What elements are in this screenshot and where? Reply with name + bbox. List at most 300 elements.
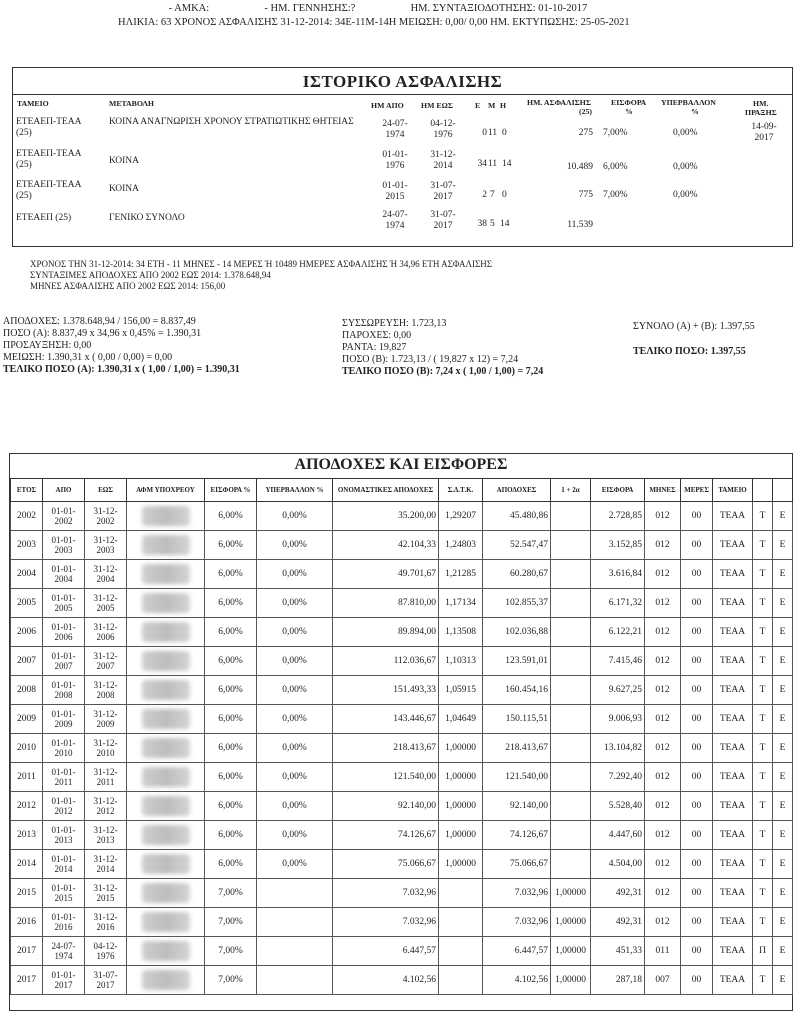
earnings-cell-contrib-pct: 6,00% [205, 560, 257, 589]
earnings-cell-fund: ΤΕΑΑ [713, 618, 753, 647]
earnings-cell-to: 04-12-1976 [85, 937, 127, 966]
earnings-cell-fund: ΤΕΑΑ [713, 705, 753, 734]
earnings-cell-to: 31-12-2016 [85, 908, 127, 937]
earnings-cell-excess-pct: 0,00% [257, 763, 333, 792]
hist-row-years: 38 [477, 219, 487, 229]
earnings-cell-contrib-pct: 7,00% [205, 879, 257, 908]
earnings-cell-sdtk [439, 908, 483, 937]
earnings-cell-to: 31-12-2006 [85, 618, 127, 647]
earnings-header-days: ΜΕΡΕΣ [681, 479, 713, 502]
earnings-cell-from: 24-07-1974 [43, 937, 85, 966]
hist-row-fund: ΕΤΕΑΕΠ-ΤΕΑΑ (25) [16, 180, 81, 201]
earnings-cell-nominal-earnings: 112.036,67 [333, 647, 439, 676]
earnings-cell-months: 012 [645, 879, 681, 908]
hist-row-to: 31-12-2014 [430, 150, 456, 171]
earnings-cell-year: 2003 [11, 531, 43, 560]
earnings-cell-type-2: Ε [773, 531, 793, 560]
earnings-cell-contribution: 287,18 [591, 966, 645, 995]
hist-header-change: ΜΕΤΑΒΟΛΗ [109, 99, 154, 108]
hist-row-action-date: 14-09-2017 [751, 122, 777, 143]
earnings-cell-type-2: Ε [773, 647, 793, 676]
earnings-cell-year: 2011 [11, 763, 43, 792]
earnings-cell-fund: ΤΕΑΑ [713, 531, 753, 560]
earnings-cell-year: 2017 [11, 966, 43, 995]
earnings-cell-days: 00 [681, 937, 713, 966]
earnings-cell-type-1: Τ [753, 734, 773, 763]
hist-header-excess: ΥΠΕΡΒΑΛΛΟΝ [661, 98, 716, 107]
earnings-cell-one-plus-2a: 1,00000 [551, 966, 591, 995]
table-row [11, 879, 793, 908]
hist-row-ins-days: 275 [578, 128, 593, 138]
earnings-cell-year: 2005 [11, 589, 43, 618]
earnings-cell-excess-pct: 0,00% [257, 705, 333, 734]
earnings-cell-months: 012 [645, 589, 681, 618]
earnings-cell-type-2: Ε [773, 676, 793, 705]
calc-b-line-1: ΣΥΣΣΩΡΕΥΣΗ: 1.723,13 [342, 318, 447, 329]
header-line-1 [150, 3, 587, 14]
table-row [11, 502, 793, 531]
redacted-afm [142, 535, 190, 555]
earnings-cell-year: 2012 [11, 792, 43, 821]
earnings-cell-days: 00 [681, 618, 713, 647]
earnings-cell-contribution: 2.728,85 [591, 502, 645, 531]
hist-row-to: 31-07-2017 [430, 181, 456, 202]
earnings-cell-type-1: Τ [753, 763, 773, 792]
earnings-cell-type-2: Ε [773, 618, 793, 647]
history-title: ΙΣΤΟΡΙΚΟ ΑΣΦΑΛΙΣΗΣ [302, 72, 503, 91]
earnings-cell-excess-pct: 0,00% [257, 589, 333, 618]
table-row [11, 705, 793, 734]
earnings-cell-employer-afm [127, 792, 205, 821]
redacted-afm [142, 506, 190, 526]
earnings-cell-from: 01-01-2017 [43, 966, 85, 995]
earnings-header-employer-afm: ΑΦΜ ΥΠΟΧΡΕΟΥ [127, 479, 205, 502]
earnings-cell-nominal-earnings: 87.810,00 [333, 589, 439, 618]
hist-row-years: 34 [477, 159, 487, 169]
earnings-cell-sdtk: 1,00000 [439, 763, 483, 792]
earnings-cell-fund: ΤΕΑΑ [713, 763, 753, 792]
earnings-cell-days: 00 [681, 647, 713, 676]
earnings-cell-one-plus-2a [551, 676, 591, 705]
table-row [11, 792, 793, 821]
earnings-header-type-1 [753, 479, 773, 502]
earnings-header-sdtk: Σ.Δ.Τ.Κ. [439, 479, 483, 502]
earnings-cell-fund: ΤΕΑΑ [713, 966, 753, 995]
earnings-cell-months: 011 [645, 937, 681, 966]
earnings-cell-contrib-pct: 6,00% [205, 792, 257, 821]
earnings-cell-year: 2009 [11, 705, 43, 734]
earnings-cell-year: 2015 [11, 879, 43, 908]
earnings-cell-nominal-earnings: 121.540,00 [333, 763, 439, 792]
earnings-cell-type-2: Ε [773, 734, 793, 763]
earnings-cell-employer-afm [127, 879, 205, 908]
hist-header-fund: ΤΑΜΕΙΟ [17, 99, 49, 108]
earnings-cell-excess-pct: 0,00% [257, 734, 333, 763]
earnings-cell-earnings: 102.036,88 [483, 618, 551, 647]
earnings-cell-earnings: 160.454,16 [483, 676, 551, 705]
hist-row-months: 11 [488, 159, 498, 169]
calc-b-final: ΤΕΛΙΚΟ ΠΟΣΟ (Β): 7,24 x ( 1,00 / 1,00) = 7,24 [342, 366, 544, 377]
hist-row-change: ΚΟΙΝΑ [109, 184, 139, 194]
earnings-cell-days: 00 [681, 589, 713, 618]
earnings-cell-days: 00 [681, 908, 713, 937]
earnings-cell-one-plus-2a [551, 705, 591, 734]
earnings-cell-contrib-pct: 7,00% [205, 908, 257, 937]
earnings-cell-contribution: 6.171,32 [591, 589, 645, 618]
earnings-cell-sdtk [439, 937, 483, 966]
hist-row-excess: 0,00% [673, 128, 698, 138]
earnings-cell-contrib-pct: 6,00% [205, 676, 257, 705]
earnings-cell-employer-afm [127, 502, 205, 531]
earnings-cell-year: 2006 [11, 618, 43, 647]
hist-row-days: 14 [502, 159, 512, 169]
earnings-cell-year: 2010 [11, 734, 43, 763]
calc-b-line-2: ΠΑΡΟΧΕΣ: 0,00 [342, 330, 412, 341]
earnings-cell-nominal-earnings: 92.140,00 [333, 792, 439, 821]
earnings-cell-months: 012 [645, 618, 681, 647]
earnings-cell-earnings: 60.280,67 [483, 560, 551, 589]
earnings-cell-employer-afm [127, 763, 205, 792]
earnings-cell-days: 00 [681, 850, 713, 879]
hist-row-from: 01-01-2015 [382, 181, 408, 202]
earnings-cell-nominal-earnings: 75.066,67 [333, 850, 439, 879]
earnings-cell-employer-afm [127, 589, 205, 618]
earnings-cell-year: 2002 [11, 502, 43, 531]
earnings-cell-nominal-earnings: 89.894,00 [333, 618, 439, 647]
earnings-cell-sdtk: 1,05915 [439, 676, 483, 705]
earnings-cell-one-plus-2a [551, 734, 591, 763]
earnings-cell-fund: ΤΕΑΑ [713, 908, 753, 937]
earnings-cell-contrib-pct: 6,00% [205, 647, 257, 676]
earnings-cell-from: 01-01-2015 [43, 879, 85, 908]
earnings-cell-nominal-earnings: 74.126,67 [333, 821, 439, 850]
hist-row-fund: ΕΤΕΑΕΠ (25) [16, 213, 72, 223]
earnings-cell-one-plus-2a [551, 560, 591, 589]
summary-line-2: ΣΥΝΤΑΞΙΜΕΣ ΑΠΟΔΟΧΕΣ ΑΠΟ 2002 ΕΩΣ 2014: 1.378.648,94 [30, 270, 271, 280]
earnings-cell-to: 31-12-2008 [85, 676, 127, 705]
earnings-cell-sdtk: 1,21285 [439, 560, 483, 589]
earnings-cell-earnings: 102.855,37 [483, 589, 551, 618]
earnings-cell-type-2: Ε [773, 966, 793, 995]
table-row [11, 589, 793, 618]
earnings-cell-from: 01-01-2003 [43, 531, 85, 560]
table-row [11, 821, 793, 850]
earnings-cell-to: 31-12-2002 [85, 502, 127, 531]
earnings-cell-nominal-earnings: 42.104,33 [333, 531, 439, 560]
earnings-cell-nominal-earnings: 7.032,96 [333, 908, 439, 937]
hist-header-days: Η [500, 101, 507, 110]
earnings-cell-type-1: Τ [753, 705, 773, 734]
earnings-header-nominal-earnings: ΟΝΟΜΑΣΤΙΚΕΣ ΑΠΟΔΟΧΕΣ [333, 479, 439, 502]
table-row [11, 966, 793, 995]
earnings-cell-type-1: Τ [753, 647, 773, 676]
earnings-cell-contrib-pct: 6,00% [205, 734, 257, 763]
earnings-cell-type-1: Τ [753, 560, 773, 589]
earnings-cell-type-2: Ε [773, 792, 793, 821]
earnings-cell-from: 01-01-2010 [43, 734, 85, 763]
hist-row-contrib: 7,00% [603, 190, 628, 200]
earnings-cell-earnings: 6.447,57 [483, 937, 551, 966]
earnings-cell-months: 012 [645, 531, 681, 560]
earnings-cell-months: 012 [645, 850, 681, 879]
earnings-cell-one-plus-2a [551, 647, 591, 676]
earnings-cell-earnings: 52.547,47 [483, 531, 551, 560]
earnings-cell-contribution: 4.447,60 [591, 821, 645, 850]
earnings-cell-from: 01-01-2004 [43, 560, 85, 589]
earnings-header-year: ΕΤΟΣ [11, 479, 43, 502]
earnings-cell-contribution: 3.152,85 [591, 531, 645, 560]
earnings-cell-days: 00 [681, 705, 713, 734]
earnings-cell-employer-afm [127, 821, 205, 850]
earnings-cell-type-1: Τ [753, 589, 773, 618]
earnings-cell-one-plus-2a [551, 502, 591, 531]
hist-row-excess: 0,00% [673, 162, 698, 172]
hist-header-months: Μ [488, 101, 496, 110]
earnings-header-to: ΕΩΣ [85, 479, 127, 502]
earnings-cell-to: 31-12-2015 [85, 879, 127, 908]
earnings-cell-excess-pct: 0,00% [257, 676, 333, 705]
earnings-cell-excess-pct: 0,00% [257, 792, 333, 821]
earnings-cell-days: 00 [681, 676, 713, 705]
earnings-cell-earnings: 218.413,67 [483, 734, 551, 763]
earnings-cell-sdtk: 1,00000 [439, 850, 483, 879]
calc-a-line-2: ΠΟΣΟ (Α): 8.837,49 x 34,96 x 0,45% = 1.390,31 [3, 328, 202, 339]
earnings-cell-sdtk: 1,17134 [439, 589, 483, 618]
earnings-cell-nominal-earnings: 6.447,57 [333, 937, 439, 966]
earnings-cell-to: 31-12-2005 [85, 589, 127, 618]
calc-a-final: ΤΕΛΙΚΟ ΠΟΣΟ (Α): 1.390,31 x ( 1,00 / 1,00) = 1.390,31 [3, 364, 240, 375]
earnings-header-fund: ΤΑΜΕΙΟ [713, 479, 753, 502]
earnings-cell-contribution: 4.504,00 [591, 850, 645, 879]
calc-a-line-1: ΑΠΟΔΟΧΕΣ: 1.378.648,94 / 156,00 = 8.837,49 [3, 316, 196, 327]
earnings-cell-nominal-earnings: 35.200,00 [333, 502, 439, 531]
hist-row-from: 24-07-1974 [382, 210, 408, 231]
table-row [11, 560, 793, 589]
earnings-cell-employer-afm [127, 560, 205, 589]
earnings-cell-type-2: Ε [773, 937, 793, 966]
earnings-cell-to: 31-12-2011 [85, 763, 127, 792]
hist-row-months: 5 [490, 219, 495, 229]
redacted-afm [142, 796, 190, 816]
redacted-afm [142, 622, 190, 642]
hist-row-change: ΚΟΙΝΑ ΑΝΑΓΝΩΡΙΣΗ ΧΡΟΝΟΥ ΣΤΡΑΤΙΩΤΙΚΗΣ ΘΗΤΕΙΑΣ [109, 117, 354, 127]
redacted-afm [142, 738, 190, 758]
hist-row-change: ΚΟΙΝΑ [109, 156, 139, 166]
earnings-cell-from: 01-01-2014 [43, 850, 85, 879]
hist-header-action-date: ΗΜ. [753, 99, 769, 108]
table-row [11, 531, 793, 560]
calc-a-line-4: ΜΕΙΩΣΗ: 1.390,31 x ( 0,00 / 0,00) = 0,00 [3, 352, 173, 363]
earnings-cell-months: 012 [645, 560, 681, 589]
earnings-cell-earnings: 150.115,51 [483, 705, 551, 734]
earnings-cell-from: 01-01-2016 [43, 908, 85, 937]
earnings-cell-sdtk: 1,00000 [439, 821, 483, 850]
earnings-cell-excess-pct [257, 879, 333, 908]
earnings-cell-one-plus-2a [551, 763, 591, 792]
earnings-cell-excess-pct: 0,00% [257, 821, 333, 850]
earnings-header-row [11, 479, 793, 502]
earnings-cell-sdtk: 1,04649 [439, 705, 483, 734]
hist-header-to: ΗΜ ΕΩΣ [421, 101, 453, 110]
earnings-cell-nominal-earnings: 49.701,67 [333, 560, 439, 589]
earnings-cell-sdtk [439, 966, 483, 995]
earnings-header-contrib-pct: ΕΙΣΦΟΡΑ % [205, 479, 257, 502]
hist-row-fund: ΕΤΕΑΕΠ-ΤΕΑΑ (25) [16, 149, 81, 170]
total-final: ΤΕΛΙΚΟ ΠΟΣΟ: 1.397,55 [633, 346, 746, 357]
earnings-cell-year: 2014 [11, 850, 43, 879]
earnings-cell-type-2: Ε [773, 821, 793, 850]
earnings-cell-nominal-earnings: 218.413,67 [333, 734, 439, 763]
earnings-cell-fund: ΤΕΑΑ [713, 937, 753, 966]
earnings-cell-employer-afm [127, 531, 205, 560]
earnings-cell-type-1: Τ [753, 879, 773, 908]
earnings-cell-to: 31-12-2003 [85, 531, 127, 560]
earnings-cell-one-plus-2a [551, 792, 591, 821]
hist-row-days: 0 [502, 128, 507, 138]
earnings-cell-days: 00 [681, 502, 713, 531]
hist-header-from: ΗΜ ΑΠΟ [371, 101, 404, 110]
earnings-cell-excess-pct [257, 966, 333, 995]
table-row [11, 850, 793, 879]
earnings-cell-contrib-pct: 6,00% [205, 705, 257, 734]
calc-a-line-3: ΠΡΟΣΑΥΞΗΣΗ: 0,00 [3, 340, 92, 351]
earnings-cell-type-2: Ε [773, 705, 793, 734]
hist-row-months: 11 [488, 128, 498, 138]
hist-row-from: 01-01-1976 [382, 150, 408, 171]
earnings-cell-earnings: 92.140,00 [483, 792, 551, 821]
earnings-cell-from: 01-01-2007 [43, 647, 85, 676]
earnings-header-excess-pct: ΥΠΕΡΒΑΛΛΟΝ % [257, 479, 333, 502]
hist-row-from: 24-07-1974 [382, 119, 408, 140]
earnings-cell-contribution: 5.528,40 [591, 792, 645, 821]
earnings-cell-employer-afm [127, 647, 205, 676]
hist-row-ins-days: 775 [578, 190, 593, 200]
earnings-cell-year: 2007 [11, 647, 43, 676]
earnings-cell-one-plus-2a [551, 589, 591, 618]
summary-line-1: ΧΡΟΝΟΣ ΤΗΝ 31-12-2014: 34 ΕΤΗ - 11 ΜΗΝΕΣ - 14 ΜΕΡΕΣ Ή 10489 ΗΜΕΡΕΣ ΑΣΦΑΛΙΣΗΣ Ή 34,96 ΕΤΗ ΑΣΦΑΛΙΣΗΣ [30, 259, 493, 269]
earnings-cell-excess-pct: 0,00% [257, 647, 333, 676]
earnings-cell-contrib-pct: 6,00% [205, 763, 257, 792]
earnings-cell-employer-afm [127, 618, 205, 647]
table-row [11, 937, 793, 966]
earnings-cell-nominal-earnings: 7.032,96 [333, 879, 439, 908]
earnings-cell-year: 2016 [11, 908, 43, 937]
hist-row-days: 0 [502, 190, 507, 200]
earnings-cell-year: 2004 [11, 560, 43, 589]
earnings-header-contribution: ΕΙΣΦΟΡΑ [591, 479, 645, 502]
earnings-cell-days: 00 [681, 763, 713, 792]
earnings-cell-employer-afm [127, 705, 205, 734]
earnings-cell-fund: ΤΕΑΑ [713, 647, 753, 676]
earnings-cell-earnings: 75.066,67 [483, 850, 551, 879]
earnings-cell-fund: ΤΕΑΑ [713, 850, 753, 879]
earnings-cell-months: 012 [645, 763, 681, 792]
redacted-afm [142, 970, 190, 990]
earnings-cell-type-1: Τ [753, 850, 773, 879]
earnings-cell-type-1: Τ [753, 676, 773, 705]
earnings-cell-contrib-pct: 6,00% [205, 502, 257, 531]
earnings-cell-contrib-pct: 6,00% [205, 531, 257, 560]
earnings-cell-type-1: Τ [753, 618, 773, 647]
table-row [11, 908, 793, 937]
earnings-cell-sdtk: 1,29207 [439, 502, 483, 531]
earnings-cell-from: 01-01-2002 [43, 502, 85, 531]
hist-row-excess: 0,00% [673, 190, 698, 200]
earnings-cell-earnings: 121.540,00 [483, 763, 551, 792]
earnings-cell-sdtk: 1,00000 [439, 734, 483, 763]
earnings-cell-type-1: Τ [753, 966, 773, 995]
earnings-cell-sdtk: 1,10313 [439, 647, 483, 676]
total-sum: ΣΥΝΟΛΟ (Α) + (Β): 1.397,55 [633, 321, 755, 332]
earnings-cell-type-2: Ε [773, 502, 793, 531]
earnings-cell-from: 01-01-2006 [43, 618, 85, 647]
earnings-cell-nominal-earnings: 4.102,56 [333, 966, 439, 995]
summary-line-3: ΜΗΝΕΣ ΑΣΦΑΛΙΣΗΣ ΑΠΟ 2002 ΕΩΣ 2014: 156,00 [30, 281, 226, 291]
earnings-cell-year: 2017 [11, 937, 43, 966]
earnings-cell-excess-pct [257, 908, 333, 937]
earnings-cell-type-2: Ε [773, 879, 793, 908]
earnings-cell-days: 00 [681, 531, 713, 560]
earnings-cell-employer-afm [127, 908, 205, 937]
earnings-cell-to: 31-07-2017 [85, 966, 127, 995]
earnings-cell-fund: ΤΕΑΑ [713, 792, 753, 821]
hist-row-ins-days: 10.489 [566, 162, 593, 172]
header-line-2: ΗΛΙΚΙΑ: 63 ΧΡΟΝΟΣ ΑΣΦΑΛΙΣΗΣ 31-12-2014: 34Ε-11Μ-14Η ΜΕΙΩΣΗ: 0,00/ 0,00 ΗΜ. ΕΚΤΥΠΩΣΗΣ: 25-05-2021 [118, 17, 630, 28]
table-row [11, 763, 793, 792]
birth-label: - ΗΜ. ΓΕΝΝΗΣΗΣ:? [264, 3, 356, 14]
hist-header-contrib: ΕΙΣΦΟΡΑ [611, 98, 647, 107]
earnings-cell-earnings: 123.591,01 [483, 647, 551, 676]
earnings-cell-to: 31-12-2010 [85, 734, 127, 763]
redacted-afm [142, 767, 190, 787]
earnings-cell-employer-afm [127, 966, 205, 995]
hist-row-months: 7 [490, 190, 495, 200]
earnings-cell-excess-pct: 0,00% [257, 850, 333, 879]
earnings-cell-excess-pct [257, 937, 333, 966]
earnings-cell-contribution: 7.292,40 [591, 763, 645, 792]
insurance-history-box [12, 67, 793, 247]
earnings-cell-contribution: 492,31 [591, 908, 645, 937]
earnings-cell-type-1: Τ [753, 908, 773, 937]
earnings-table [10, 478, 793, 995]
earnings-cell-months: 012 [645, 705, 681, 734]
earnings-cell-type-1: Π [753, 937, 773, 966]
earnings-cell-from: 01-01-2012 [43, 792, 85, 821]
earnings-cell-nominal-earnings: 143.446,67 [333, 705, 439, 734]
redacted-afm [142, 941, 190, 961]
earnings-contributions-box [9, 453, 793, 1011]
earnings-cell-days: 00 [681, 879, 713, 908]
amka-label: - ΑΜΚΑ: [168, 3, 210, 14]
earnings-cell-from: 01-01-2009 [43, 705, 85, 734]
earnings-cell-contribution: 451,33 [591, 937, 645, 966]
earnings-cell-excess-pct: 0,00% [257, 531, 333, 560]
earnings-cell-type-1: Τ [753, 502, 773, 531]
hist-row-to: 31-07-2017 [430, 210, 456, 231]
earnings-cell-sdtk: 1,13508 [439, 618, 483, 647]
earnings-cell-employer-afm [127, 676, 205, 705]
calc-b-line-3: ΡΑΝΤΑ: 19,827 [342, 342, 407, 353]
hist-row-contrib: 7,00% [603, 128, 628, 138]
earnings-cell-contrib-pct: 6,00% [205, 850, 257, 879]
hist-row-change: ΓΕΝΙΚΟ ΣΥΝΟΛΟ [109, 213, 185, 223]
earnings-cell-contrib-pct: 6,00% [205, 589, 257, 618]
earnings-cell-type-2: Ε [773, 589, 793, 618]
table-row [11, 734, 793, 763]
earnings-cell-excess-pct: 0,00% [257, 560, 333, 589]
earnings-cell-contrib-pct: 7,00% [205, 937, 257, 966]
hist-header-action-date-sub: ΠΡΑΞΗΣ [745, 108, 777, 117]
